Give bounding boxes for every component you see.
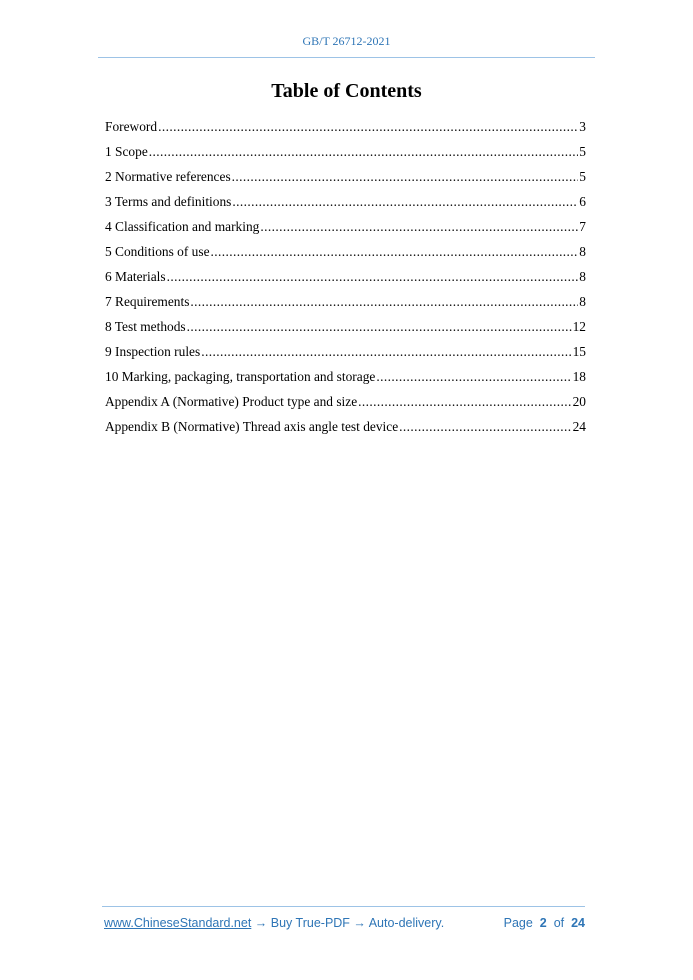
toc-page-number: 7 xyxy=(579,219,586,234)
toc-label: Foreword xyxy=(105,119,158,134)
current-page: 2 xyxy=(539,916,547,930)
toc-entry-marking-packaging[interactable] xyxy=(105,368,586,393)
toc-leader xyxy=(149,143,579,161)
toc-label: 3 Terms and definitions xyxy=(105,194,232,209)
total-pages: 24 xyxy=(571,916,585,930)
toc-leader xyxy=(376,368,571,386)
toc-page-number: 6 xyxy=(579,194,586,209)
table-of-contents xyxy=(105,118,586,443)
toc-leader xyxy=(260,218,578,236)
footer-divider xyxy=(102,906,585,907)
page-of: of xyxy=(553,916,565,930)
toc-entry-terms-definitions[interactable] xyxy=(105,193,586,218)
toc-label: 2 Normative references xyxy=(105,169,231,184)
toc-label: 1 Scope xyxy=(105,144,148,159)
toc-label: 8 Test methods xyxy=(105,319,186,334)
footer-promo-text: → Buy True-PDF → Auto-delivery. xyxy=(251,916,445,930)
toc-label: 6 Materials xyxy=(105,269,166,284)
toc-entry-inspection-rules[interactable] xyxy=(105,343,586,368)
toc-page-number: 20 xyxy=(572,394,586,409)
toc-page-number: 18 xyxy=(572,369,586,384)
page-indicator xyxy=(504,916,585,930)
toc-entry-classification-marking[interactable] xyxy=(105,218,586,243)
toc-page-number: 8 xyxy=(579,244,586,259)
toc-label: Appendix B (Normative) Thread axis angle test device xyxy=(105,419,399,434)
toc-label: 9 Inspection rules xyxy=(105,344,201,359)
toc-page-number: 8 xyxy=(579,269,586,284)
toc-label: 4 Classification and marking xyxy=(105,219,260,234)
header-divider xyxy=(98,57,595,58)
page-footer xyxy=(104,916,585,930)
toc-leader xyxy=(399,418,571,436)
toc-page-number: 8 xyxy=(579,294,586,309)
toc-leader xyxy=(187,318,572,336)
toc-leader xyxy=(167,268,579,286)
toc-page-number: 3 xyxy=(579,119,586,134)
toc-leader xyxy=(358,393,571,411)
website-link[interactable]: www.ChineseStandard.net xyxy=(104,916,252,930)
toc-entry-foreword[interactable] xyxy=(105,118,586,143)
toc-entry-appendix-a[interactable] xyxy=(105,393,586,418)
toc-label: 5 Conditions of use xyxy=(105,244,210,259)
toc-label: 7 Requirements xyxy=(105,294,190,309)
toc-leader xyxy=(232,193,578,211)
toc-entry-appendix-b[interactable] xyxy=(105,418,586,443)
toc-page-number: 12 xyxy=(572,319,586,334)
toc-entry-normative-references[interactable] xyxy=(105,168,586,193)
toc-label: Appendix A (Normative) Product type and size xyxy=(105,394,358,409)
toc-entry-requirements[interactable] xyxy=(105,293,586,318)
toc-leader xyxy=(211,243,579,261)
toc-page-number: 5 xyxy=(579,169,586,184)
toc-leader xyxy=(232,168,579,186)
toc-page-number: 5 xyxy=(579,144,586,159)
toc-entry-conditions-of-use[interactable] xyxy=(105,243,586,268)
page-title: Table of Contents xyxy=(271,80,422,102)
toc-entry-test-methods[interactable] xyxy=(105,318,586,343)
toc-leader xyxy=(201,343,571,361)
toc-page-number: 24 xyxy=(572,419,586,434)
footer-promo xyxy=(104,916,444,930)
toc-page-number: 15 xyxy=(572,344,586,359)
toc-entry-materials[interactable] xyxy=(105,268,586,293)
page-prefix: Page xyxy=(503,916,533,930)
toc-leader xyxy=(190,293,578,311)
toc-leader xyxy=(158,118,578,136)
document-code: GB/T 26712-2021 xyxy=(302,34,391,48)
toc-entry-scope[interactable] xyxy=(105,143,586,168)
toc-label: 10 Marking, packaging, transportation and storage xyxy=(105,369,376,384)
